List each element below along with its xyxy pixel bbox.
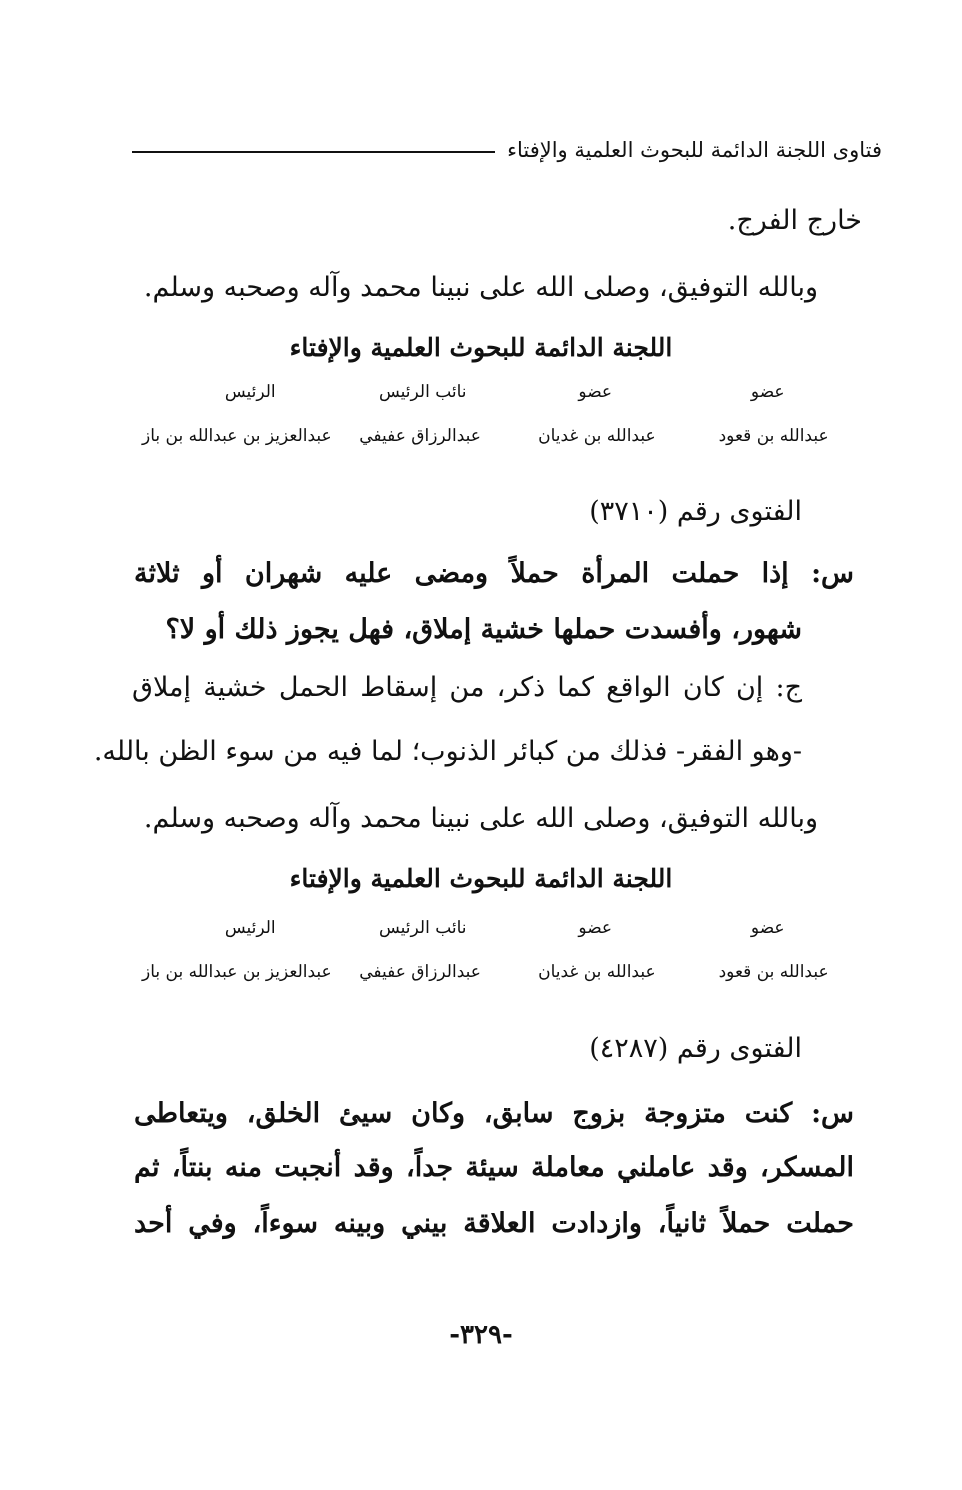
name-member-1: عبدالله بن قعود — [718, 426, 829, 446]
role-member-2: عضو — [578, 918, 613, 938]
page-number: -٣٢٩- — [449, 1320, 513, 1350]
closing-prayer: وبالله التوفيق، وصلى الله على نبينا محمد وآله وصحبه وسلم. — [143, 272, 819, 303]
name-president: عبدالعزيز بن عبدالله بن باز — [141, 962, 332, 982]
committee-title: اللجنة الدائمة للبحوث العلمية والإفتاء — [289, 864, 673, 893]
role-member-2: عضو — [578, 382, 613, 402]
closing-prayer: وبالله التوفيق، وصلى الله على نبينا محمد وآله وصحبه وسلم. — [143, 803, 819, 834]
name-vice-president: عبدالرزاق عفيفي — [359, 426, 481, 446]
committee-title: اللجنة الدائمة للبحوث العلمية والإفتاء — [289, 333, 673, 362]
role-member-1: عضو — [750, 918, 785, 938]
name-president: عبدالعزيز بن عبدالله بن باز — [141, 426, 332, 446]
answer-line: -وهو الفقر- فذلك من كبائر الذنوب؛ لما فيه من سوء الظن بالله. — [93, 736, 802, 767]
question-line: حملت حملاً ثانياً، وازدادت العلاقة بيني وبينه سوءاً، وفي أحد — [134, 1208, 854, 1239]
question-line: المسكر، وقد عاملني معاملة سيئة جداً، وقد أنجبت منه بنتاً، ثم — [134, 1152, 854, 1183]
signature-roles — [164, 918, 854, 938]
role-president: الرئيس — [224, 382, 276, 402]
running-header — [132, 130, 882, 170]
name-member-1: عبدالله بن قعود — [718, 962, 829, 982]
signature-names — [142, 426, 862, 446]
name-member-2: عبدالله بن غديان — [538, 962, 656, 982]
question-line: س: إذا حملت المرأة حملاً ومضى عليه شهران أو ثلاثة — [134, 558, 854, 589]
role-vice-president: نائب الرئيس — [378, 382, 467, 402]
fatwa-number: الفتوى رقم (٣٧١٠) — [589, 496, 802, 527]
question-line: شهور، وأفسدت حملها خشية إملاق، فهل يجوز ذلك أو لا؟ — [165, 614, 802, 645]
name-member-2: عبدالله بن غديان — [538, 426, 656, 446]
signature-names — [142, 962, 862, 982]
role-president: الرئيس — [224, 918, 276, 938]
header-title: فتاوى اللجنة الدائمة للبحوث العلمية والإفتاء — [507, 138, 882, 162]
header-rule — [132, 151, 495, 153]
fatwa-number: الفتوى رقم (٤٢٨٧) — [589, 1033, 802, 1064]
continuation-text: خارج الفرج. — [727, 205, 862, 236]
question-line: س: كنت متزوجة بزوج سابق، وكان سيئ الخلق، ويتعاطى — [134, 1098, 854, 1129]
signature-roles — [164, 382, 854, 402]
role-vice-president: نائب الرئيس — [378, 918, 467, 938]
answer-line: ج: إن كان الواقع كما ذكر، من إسقاط الحمل خشية إملاق — [132, 672, 802, 703]
name-vice-president: عبدالرزاق عفيفي — [359, 962, 481, 982]
role-member-1: عضو — [750, 382, 785, 402]
